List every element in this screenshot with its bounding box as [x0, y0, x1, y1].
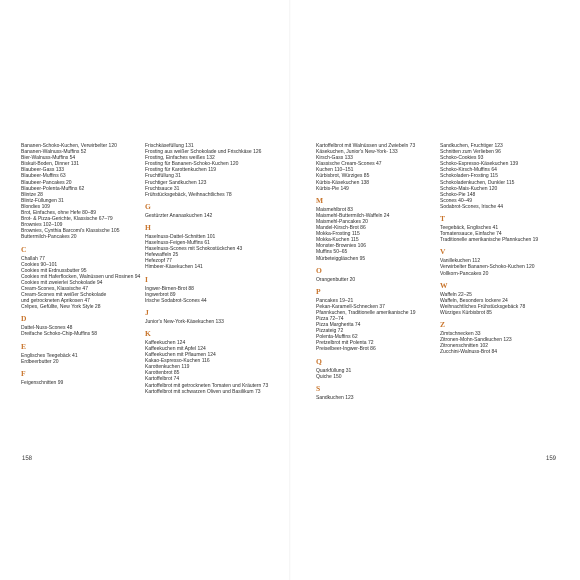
index-entry: Ingwerbrot 89 [145, 291, 176, 298]
index-entry: Kirsch-Gass 133 [316, 155, 353, 162]
index-column-2 [145, 143, 269, 395]
index-letter-heading: K [145, 328, 151, 338]
index-entry: Maismehl-Buttermilch-Waffeln 24 [316, 212, 390, 219]
index-entry: Himbeer-Käsekuchen 141 [145, 264, 203, 271]
index-letter-heading: F [21, 368, 26, 378]
index-entry: Kuchen 110–151 [316, 167, 354, 174]
index-entry: Vollkorn-Pancakes 20 [440, 270, 489, 277]
index-entry: Zimtschnecken 33 [440, 330, 481, 337]
index-entry: Kürbis-Käsekuchen 138 [316, 179, 370, 186]
index-entry: Mürbeteiggläschen 95 [316, 255, 366, 262]
index-entry: Zitronenschnitten 102 [440, 343, 489, 350]
index-entry: Gestürzter Ananaskuchen 142 [145, 212, 213, 219]
index-entry: Blondies 109 [21, 203, 50, 210]
index-entry: Preiselbeer-Ingwer-Brot 86 [316, 346, 376, 353]
index-entry: Blaubeer-Muffins 63 [21, 173, 66, 180]
index-entry: Mandel-Kirsch-Brot 86 [316, 225, 366, 232]
index-entry: Mokka-Kuchen 115 [316, 237, 359, 244]
index-entry: Cream-Scones mit weißer Schokolade [21, 292, 107, 299]
index-letter-heading: S [316, 383, 321, 393]
index-entry: Mokka-Frosting 115 [316, 231, 360, 238]
page-number-right: 159 [546, 456, 557, 462]
index-entry: Tomatensauce, Einfache 74 [440, 231, 502, 238]
index-entry: Maismehl-Pancakes 20 [316, 218, 368, 225]
index-entry: Kaffeekuchen mit Apfel 124 [145, 345, 206, 352]
index-entry: Teegebäck, Englisches 41 [440, 225, 499, 232]
index-entry: Sodabrot-Scones, Irische 44 [440, 203, 504, 210]
index-entry: Englisches Teegebäck 41 [21, 352, 78, 359]
index-entry: Fruchtiger Sandkuchen 123 [145, 179, 207, 186]
index-entry: Kartoffelbrot 74 [145, 376, 180, 383]
index-entry: Frosting für Bananen-Schoko-Kuchen 120 [145, 161, 239, 168]
index-entry: Frühstücksgebäck, Weihnachtliches 78 [145, 191, 232, 198]
index-entry: Hefewaffeln 25 [145, 252, 179, 259]
index-entry: Hefezopf 77 [145, 258, 172, 265]
index-entry: Zitronen-Mohn-Sandkuchen 123 [440, 337, 512, 344]
index-entry: Haselnuss-Dattel-Schnitten 101 [145, 233, 216, 240]
index-entry: Sandkuchen 123 [316, 394, 354, 401]
index-entry: Würziges Kürbisbrot 85 [440, 309, 492, 316]
index-entry: Sandkuchen, Fruchtiger 123 [440, 143, 503, 149]
index-entry: Karottenbrot 85 [145, 370, 180, 377]
index-letter-heading: C [21, 244, 27, 254]
index-entry: Fruchtsauce 31 [145, 185, 180, 192]
index-entry: Dreifache Schoko-Chip-Muffins 58 [21, 331, 98, 338]
index-letter-heading: Q [316, 356, 322, 366]
index-entry: Schoko-Kirsch-Muffins 64 [440, 167, 497, 174]
index-entry: Pekan-Karamell-Schnecken 37 [316, 303, 385, 310]
index-entry: Zucchini-Walnuss-Brot 84 [440, 349, 498, 356]
index-entry: Vanillekuchen 112 [440, 258, 481, 265]
index-entry: Quarkfüllung 31 [316, 367, 352, 374]
index-entry: Waffeln 22–25 [440, 291, 472, 298]
index-letter-heading: M [316, 195, 324, 205]
index-letter-heading: W [440, 280, 448, 290]
index-entry: Pizza 72–74 [316, 315, 344, 322]
index-entry: Fruchtfüllung 31 [145, 173, 181, 180]
index-entry: Kakao-Espresso-Kuchen 116 [145, 358, 210, 365]
index-entry: Schoko-Cookies 93 [440, 155, 484, 162]
index-entry: Cream-Scones, Klassische 47 [21, 285, 88, 292]
index-entry: Blaubeer-Pancakes 20 [21, 179, 72, 186]
index-entry: Käsekuchen, Junior's New-York- 133 [316, 149, 398, 156]
index-entry: Frosting, Einfaches weißes 132 [145, 155, 215, 162]
index-entry: und getrockneten Aprikosen 47 [21, 298, 90, 305]
index-entry: Cookies mit zweierlei Schokolade 94 [21, 279, 103, 286]
index-letter-heading: P [316, 286, 321, 296]
index-entry: Kaffeekuchen 124 [145, 339, 186, 346]
index-entry: Polenta-Muffins 62 [316, 334, 358, 341]
index-entry: Feigenschnitten 99 [21, 379, 64, 386]
index-entry: Orangenbutter 20 [316, 276, 356, 283]
index-entry: Schokoladen-Frosting 115 [440, 173, 498, 180]
index-entry: Haselnuss-Scones mit Schokostückchen 43 [145, 246, 243, 253]
index-entry: Quiche 150 [316, 373, 342, 380]
index-entry: Blintze 28 [21, 191, 43, 198]
index-entry: Cookies 90–101 [21, 261, 58, 268]
index-entry: Schnitten zum Verlieben 96 [440, 149, 501, 156]
index-letter-heading: V [440, 247, 446, 257]
index-letter-heading: Z [440, 319, 446, 329]
index-entry: Brownies, Cynthia Barcomi's Klassische 105 [21, 228, 120, 235]
index-entry: Klassische Cream-Scones 47 [316, 161, 382, 168]
index-entry: Waffeln, Besonders lockere 24 [440, 297, 508, 304]
index-entry: Traditionelle amerikanische Pfannkuchen 19 [440, 237, 539, 244]
index-entry: Pizza Margherita 74 [316, 322, 361, 329]
index-entry: Schoko-Pie 148 [440, 191, 476, 198]
index-entry: Brot, Einfaches, ohne Hefe 80–89 [21, 210, 97, 217]
page-number-left: 158 [22, 456, 33, 462]
index-entry: Kartoffelbrot mit schwarzen Oliven und Basilikum 73 [145, 388, 261, 395]
index-letter-heading: T [440, 214, 446, 224]
index-entry: Junior's New-York-Käsekuchen 133 [145, 318, 224, 325]
index-entry: Bananen-Walnuss-Muffins 52 [21, 149, 87, 156]
index-entry: Challah 77 [21, 255, 45, 262]
index-entry: Monster-Brownies 106 [316, 243, 367, 250]
index-entry: Schoko-Mais-Kuchen 120 [440, 185, 498, 192]
index-entry: Biskuit-Boden, Dinner 131 [21, 161, 80, 168]
index-letter-heading: H [145, 222, 151, 232]
index-entry: Blaubeer-Gass 133 [21, 167, 65, 174]
index-entry: Cookies mit Haferflocken, Walnüssen und Rosinen 94 [21, 273, 141, 280]
index-entry: Irische Sodabrot-Scones 44 [145, 297, 207, 304]
index-column-4 [440, 143, 558, 355]
index-entry: Bier-Walnuss-Muffins 54 [21, 155, 76, 162]
index-entry: Brownies 102–109 [21, 222, 63, 229]
index-entry: Karottenkuchen 119 [145, 364, 190, 371]
index-letter-heading: I [145, 274, 148, 284]
index-column-1 [21, 143, 139, 386]
index-entry: Kartoffelbrot mit Walnüssen und Zwiebeln 73 [316, 143, 416, 149]
index-entry: Ingwer-Birnen-Brot 88 [145, 285, 194, 292]
index-entry: Blintz-Füllungen 31 [21, 197, 64, 204]
index-entry: Frosting aus weißer Schokolade und Frischkäse 126 [145, 149, 262, 156]
index-entry: Schoko-Espresso-Käsekuchen 139 [440, 161, 519, 168]
index-entry: Weihnachtliches Frühstücksgebäck 78 [440, 303, 526, 310]
index-letter-heading: D [21, 314, 27, 324]
index-letter-heading: G [145, 201, 151, 211]
index-entry: Frosting für Karottenkuchen 119 [145, 167, 217, 174]
page-gutter [289, 0, 291, 580]
index-entry: Pretzelbrot mit Polenta 72 [316, 340, 374, 347]
index-entry: Verwirbelter Bananen-Schoko-Kuchen 120 [440, 264, 535, 271]
index-entry: Frischkäsefüllung 131 [145, 143, 194, 149]
index-letter-heading: J [145, 307, 149, 317]
index-entry: Haselnuss-Feigen-Muffins 61 [145, 240, 210, 247]
index-entry: Pizzateig 72 [316, 328, 344, 335]
index-entry: Kürbisbrot, Würziges 85 [316, 173, 370, 180]
index-entry: Erdbeerbutter 20 [21, 358, 59, 365]
index-entry: Cookies mit Erdnussbutter 95 [21, 267, 87, 274]
index-entry: Kartoffelbrot mit getrockneten Tomaten und Kräutern 73 [145, 382, 269, 389]
index-letter-heading: E [21, 341, 27, 351]
index-entry: Schokoladenkuchen, Dunkler 115 [440, 179, 515, 186]
index-entry: Pancakes 19–21 [316, 297, 354, 304]
index-entry: Kürbis-Pie 149 [316, 185, 349, 192]
index-entry: Muffins 50–65 [316, 249, 348, 256]
index-letter-heading: O [316, 265, 322, 275]
index-entry: Maismehlbrot 83 [316, 206, 353, 213]
index-column-3 [316, 143, 434, 401]
index-entry: Pfannkuchen, Traditionelle amerikanische 19 [316, 309, 416, 316]
index-entry: Buttermilch-Pancakes 20 [21, 234, 77, 241]
index-entry: Kaffeekuchen mit Pflaumen 124 [145, 352, 216, 359]
index-entry: Blaubeer-Polenta-Muffins 62 [21, 185, 85, 192]
index-entry: Bananen-Schoko-Kuchen, Verwirbelter 120 [21, 143, 117, 149]
index-entry: Dattel-Nuss-Scones 48 [21, 325, 73, 332]
index-entry: Crêpes, Gefüllte, New York Style 28 [21, 304, 101, 311]
index-entry: Scones 40–49 [440, 197, 472, 204]
index-entry: Brot- & Pizza-Gerichte, Klassische 67–79 [21, 216, 113, 223]
